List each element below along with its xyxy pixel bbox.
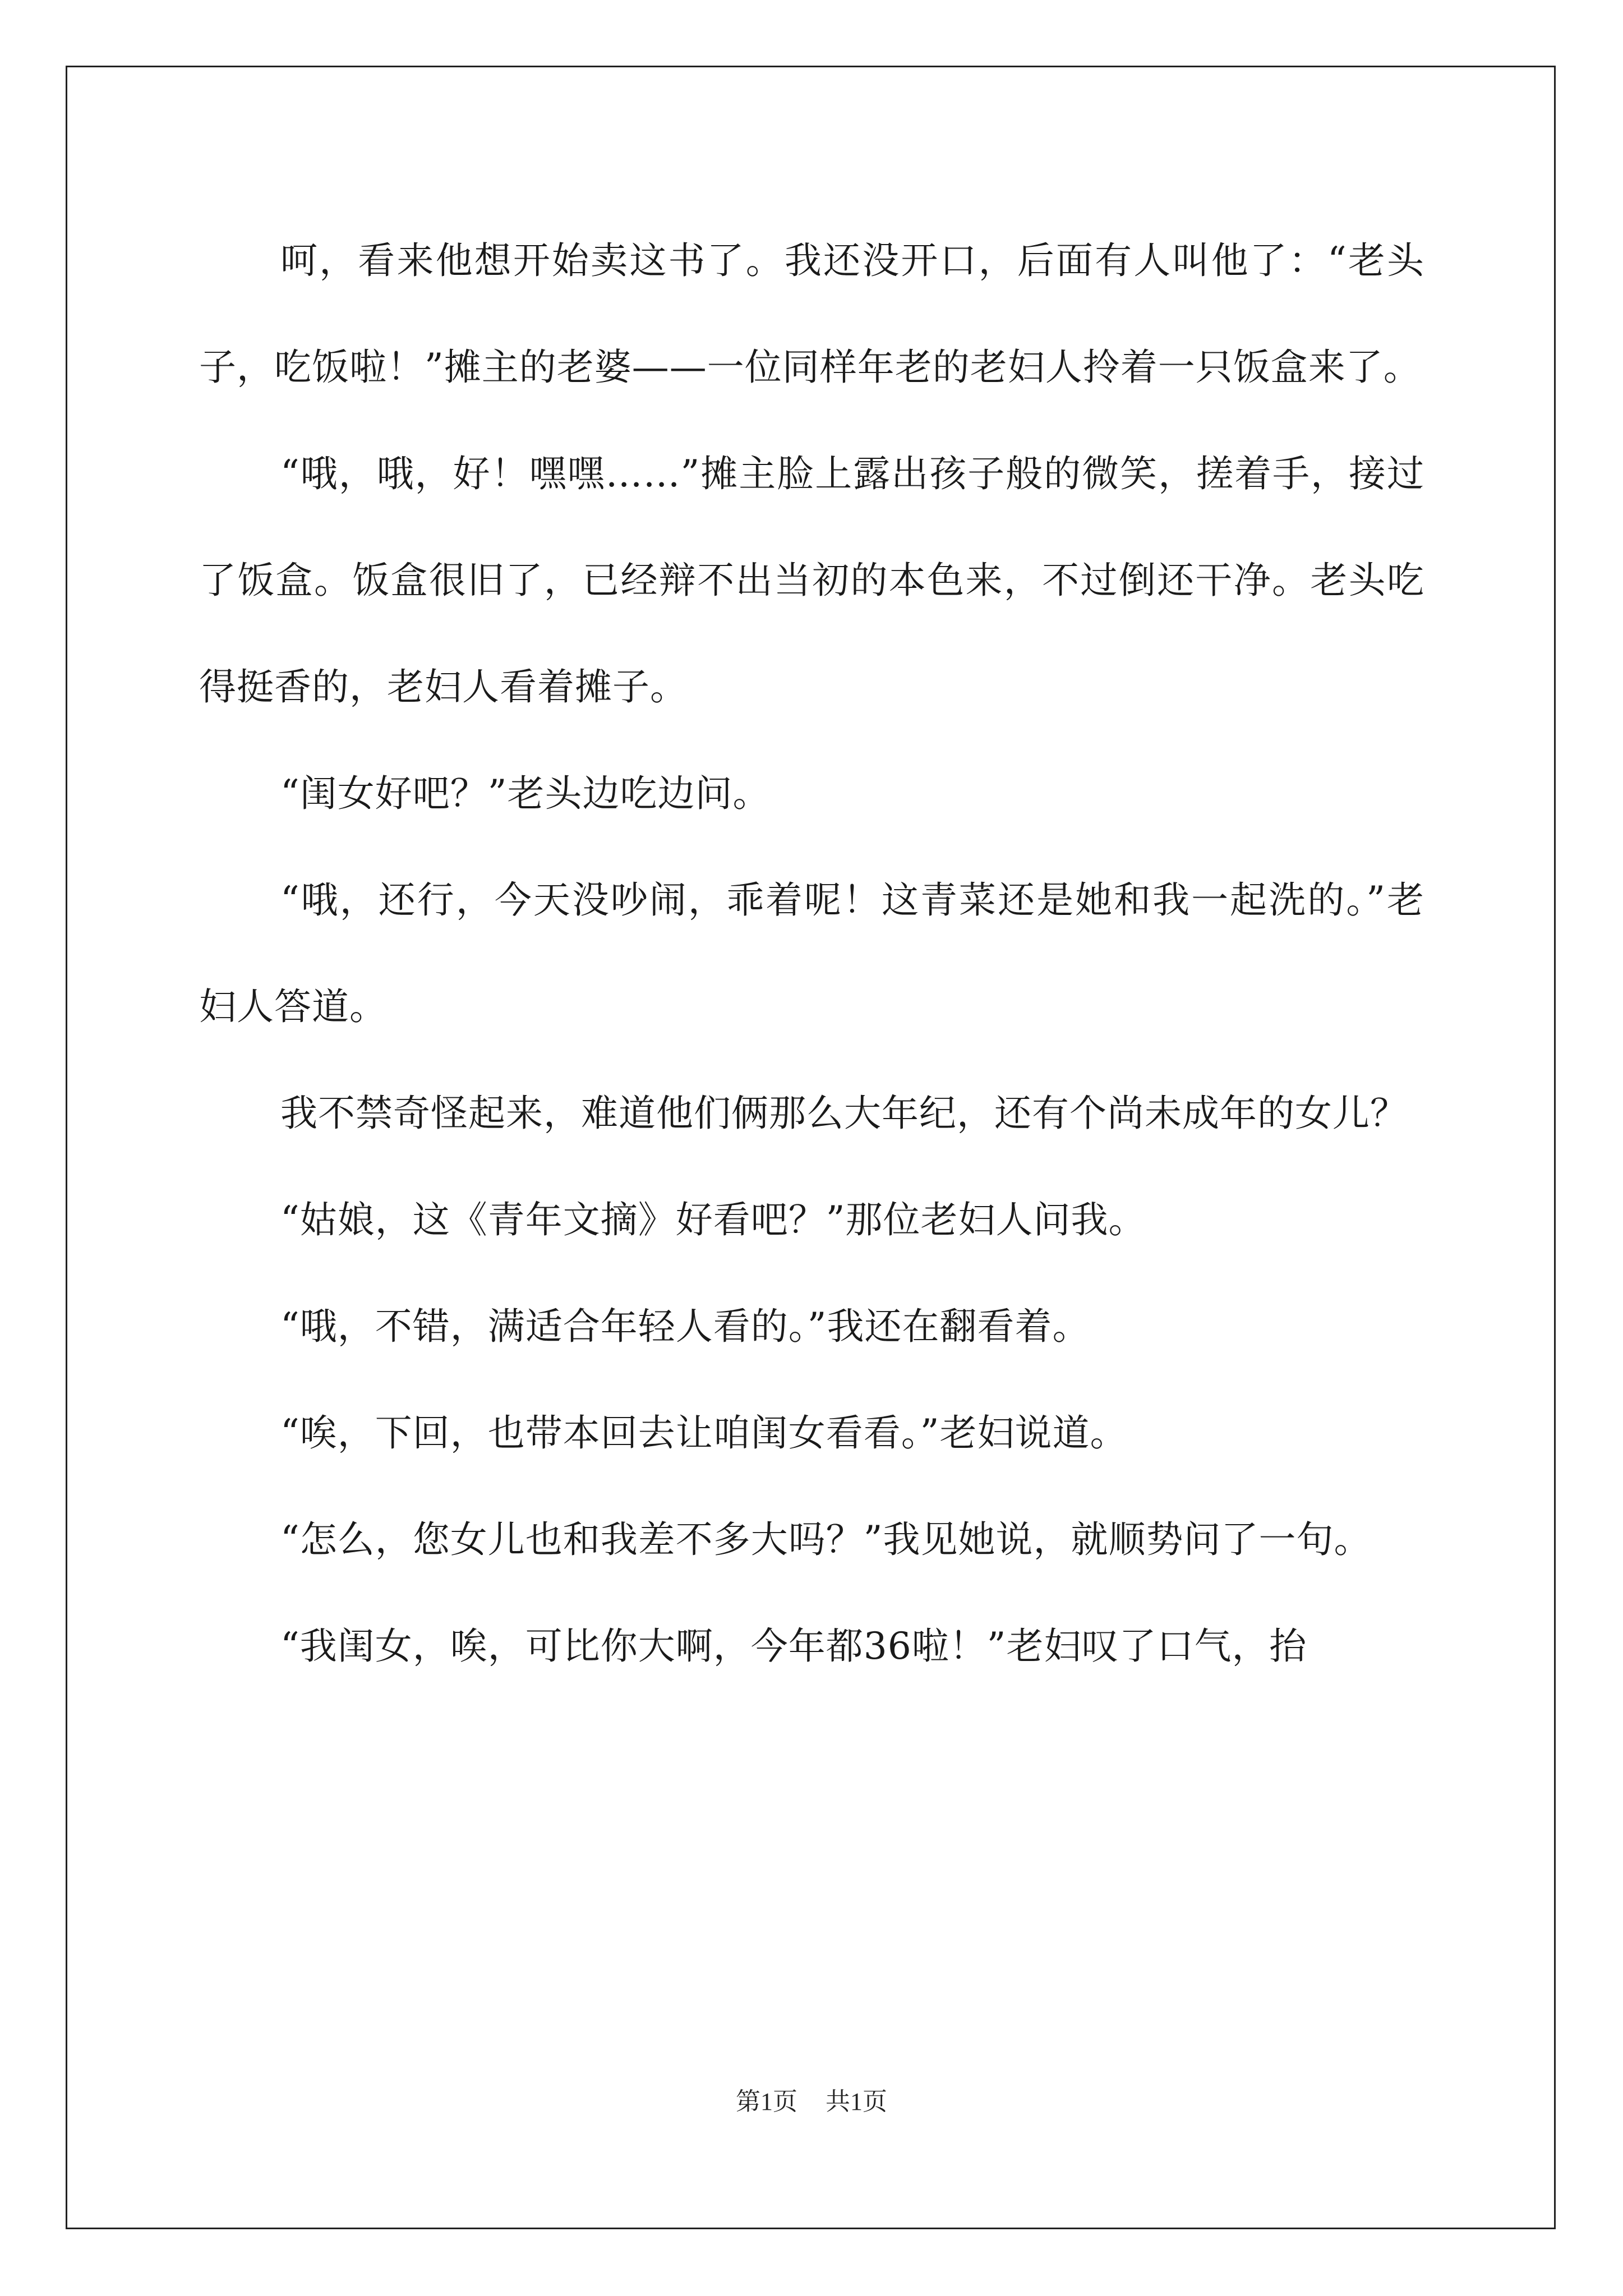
page-footer <box>0 2081 1623 2117</box>
paragraph: “哦，还行，今天没吵闹，乖着呢！这青菜还是她和我一起洗的。”老妇人答道。 <box>199 878 1424 1028</box>
paragraph: “哦，哦，好！嘿嘿……”摊主脸上露出孩子般的微笑，搓着手，接过了饭盒。饭盒很旧了，已经辩不出当初的本色来，不过倒还干净。老头吃得挺香的，老妇人看着摊子。 <box>199 452 1424 708</box>
paragraph: “姑娘，这《青年文摘》好看吧？”那位老妇人问我。 <box>280 1198 1146 1241</box>
paragraph: 我不禁奇怪起来，难道他们俩那么大年纪，还有个尚未成年的女儿？ <box>280 1092 1408 1135</box>
page-number: 第1页 <box>736 2088 797 2115</box>
paragraph: “怎么，您女儿也和我差不多大吗？”我见她说，就顺势问了一句。 <box>280 1518 1372 1561</box>
paragraph: “唉，下回，也带本回去让咱闺女看看。”老妇说道。 <box>280 1411 1128 1455</box>
document-body <box>199 208 1424 1700</box>
paragraph: “闺女好吧？”老头边吃边问。 <box>280 772 771 815</box>
paragraph: 呵，看来他想开始卖这书了。我还没开口，后面有人叫他了：“老头子，吃饭啦！”摊主的老婆——一位同样年老的老妇人拎着一只饭盒来了。 <box>199 239 1424 389</box>
paragraph: “哦，不错，满适合年轻人看的。”我还在翻看着。 <box>280 1305 1090 1348</box>
page-total: 共1页 <box>826 2088 887 2115</box>
paragraph: “我闺女，唉，可比你大啊，今年都36啦！”老妇叹了口气，抬 <box>280 1625 1307 1668</box>
